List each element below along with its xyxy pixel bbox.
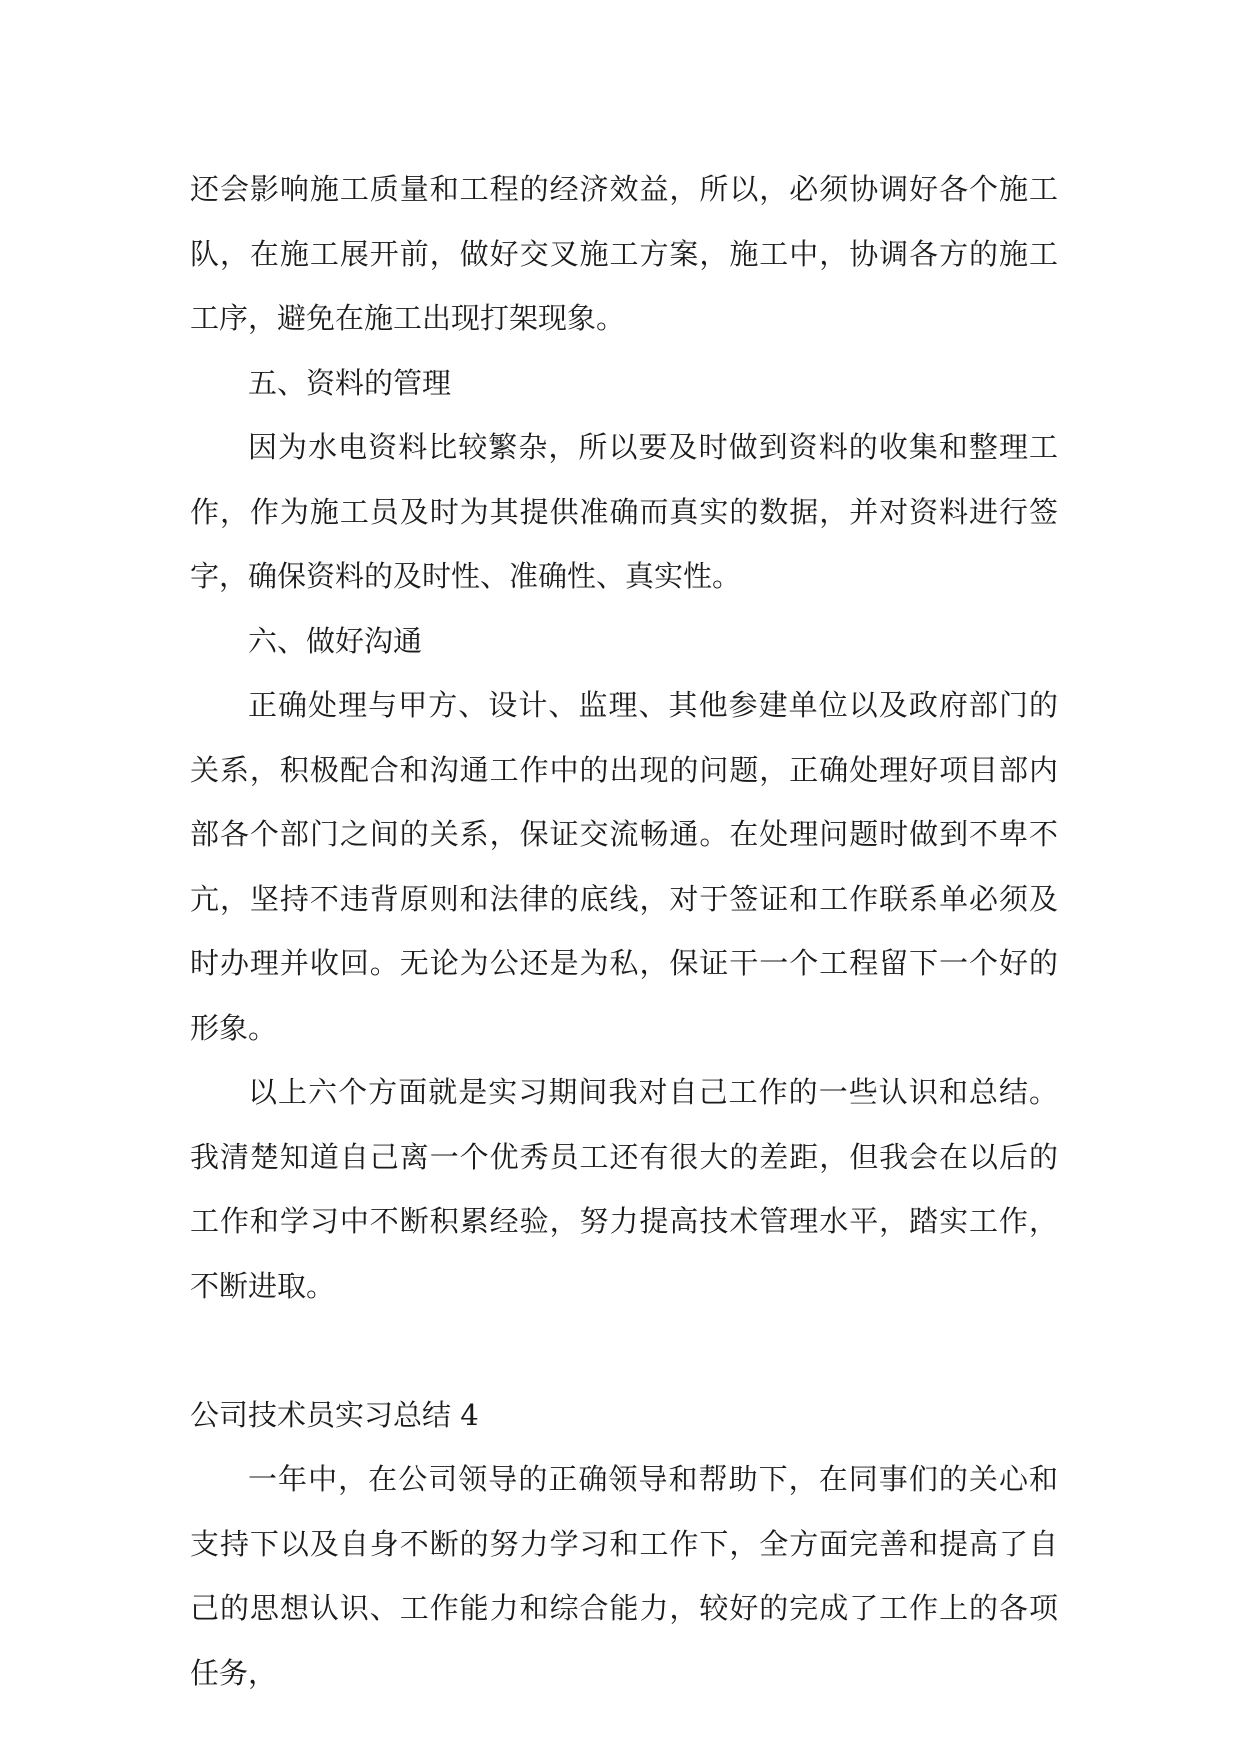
- document-body: [190, 157, 1058, 1705]
- paragraph-continuation: 还会影响施工质量和工程的经济效益，所以，必须协调好各个施工队，在施工展开前，做好交叉施工方案，施工中，协调各方的施工工序，避免在施工出现打架现象。: [190, 172, 1058, 335]
- paragraph-conclusion: 以上六个方面就是实习期间我对自己工作的一些认识和总结。我清楚知道自己离一个优秀员工还有很大的差距，但我会在以后的工作和学习中不断积累经验，努力提高技术管理水平，踏实工作，不断进取。: [190, 1075, 1058, 1303]
- paragraph-communication: 正确处理与甲方、设计、监理、其他参建单位以及政府部门的关系，积极配合和沟通工作中的出现的问题，正确处理好项目部内部各个部门之间的关系，保证交流畅通。在处理问题时做到不卑不亢，坚持不违背原则和法律的底线，对于签证和工作联系单必须及时办理并收回。无论为公还是为私，保证干一个工程留下一个好的形象。: [190, 688, 1058, 1045]
- section-title-summary-4: 公司技术员实习总结 4: [190, 1397, 479, 1432]
- paragraph-materials: 因为水电资料比较繁杂，所以要及时做到资料的收集和整理工作，作为施工员及时为其提供准确而真实的数据，并对资料进行签字，确保资料的及时性、准确性、真实性。: [190, 430, 1058, 593]
- paragraph-summary-intro: 一年中，在公司领导的正确领导和帮助下，在同事们的关心和支持下以及自身不断的努力学习和工作下，全方面完善和提高了自己的思想认识、工作能力和综合能力，较好的完成了工作上的各项任务，: [190, 1462, 1058, 1690]
- section-heading-five: 五、资料的管理: [248, 365, 452, 400]
- section-heading-six: 六、做好沟通: [248, 623, 423, 658]
